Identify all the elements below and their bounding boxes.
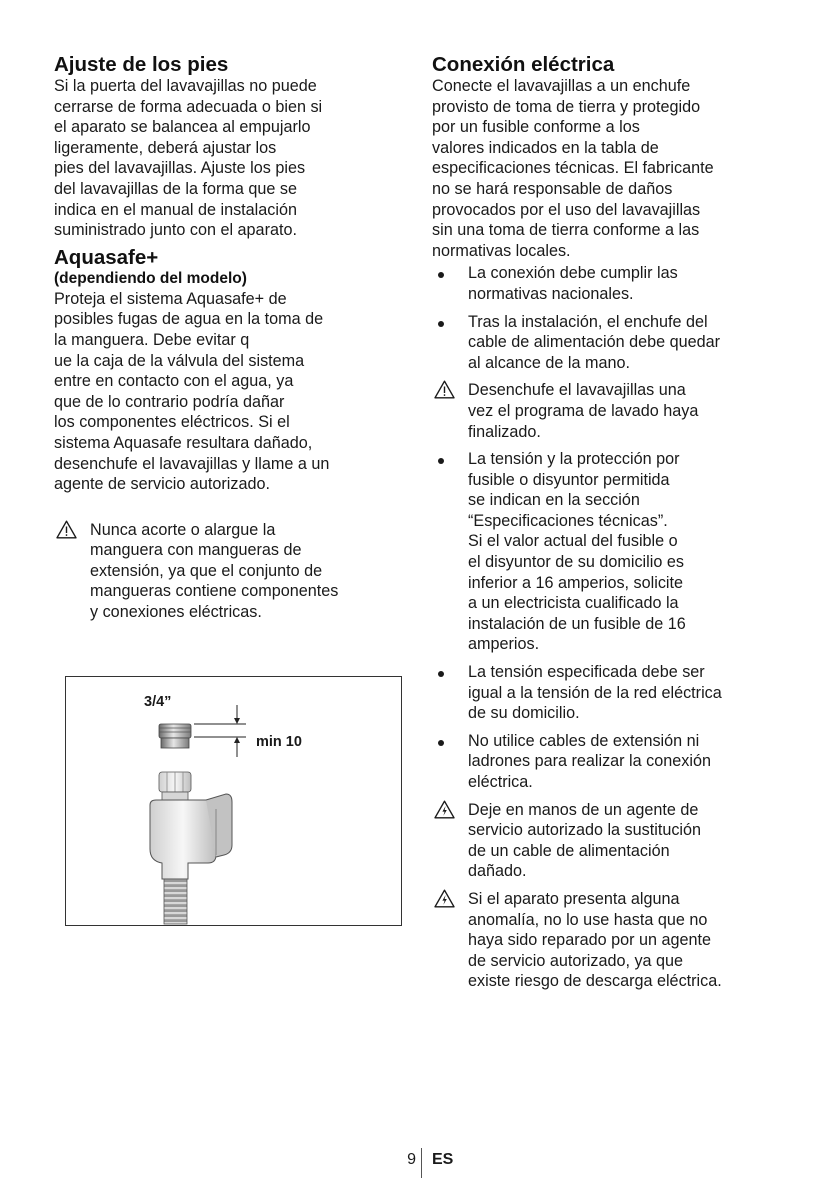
text-line: instalación de un fusible de 16 <box>468 614 686 633</box>
text-line: dañado. <box>468 862 527 881</box>
text-line: indica en el manual de instalación <box>54 200 297 219</box>
text-line: y conexiones eléctricas. <box>90 603 262 622</box>
min-distance-label: min 10 <box>256 734 302 750</box>
left-column <box>54 54 399 630</box>
text-line: “Especificaciones técnicas”. <box>468 511 668 530</box>
language-code: ES <box>432 1151 454 1168</box>
text-line: servicio autorizado la sustitución <box>468 821 702 840</box>
bullet-dot-icon <box>434 263 456 284</box>
text-line: el aparato se balancea al empujarlo <box>54 118 311 137</box>
text-line: suministrado junto con el aparato. <box>54 221 297 240</box>
text-line: Tras la instalación, el enchufe del <box>468 312 708 331</box>
text-line: Conecte el lavavajillas a un enchufe <box>432 77 691 95</box>
bullet-dot-icon <box>434 662 456 683</box>
text-line: la manguera. Debe evitar q <box>54 330 250 349</box>
text-line: ligeramente, deberá ajustar los <box>54 138 277 157</box>
bullet-dot-icon <box>434 449 456 470</box>
text-line: valores indicados en la tabla de <box>432 138 659 157</box>
text-line: ladrones para realizar la conexión <box>468 752 711 771</box>
text-line: entre en contacto con el agua, ya <box>54 372 294 391</box>
heading-feet-adjustment: Ajuste de los pies <box>54 53 229 76</box>
text-line: anomalía, no lo use hasta que no <box>468 910 708 929</box>
text-line: manguera con mangueras de <box>90 541 302 560</box>
text-line: eléctrica. <box>468 773 533 791</box>
bullet-dot-icon <box>434 731 456 752</box>
heading-electrical-connection: Conexión eléctrica <box>432 53 615 76</box>
text-line: existe riesgo de descarga eléctrica. <box>468 972 722 991</box>
subheading-aquasafe-model: (dependiendo del modelo) <box>54 269 247 287</box>
electrical-intro-text <box>432 76 790 261</box>
bullet-item <box>432 662 790 724</box>
bullet-item <box>432 731 790 793</box>
heading-aquasafe: Aquasafe+ <box>54 245 159 269</box>
text-line: agente de servicio autorizado. <box>54 475 270 494</box>
text-line: normativas nacionales. <box>468 284 634 303</box>
electric-hazard-icon <box>434 800 456 819</box>
text-line: cerrarse de forma adecuada o bien si <box>54 97 323 116</box>
warning-hose-item <box>54 520 399 623</box>
page-footer <box>0 1148 840 1178</box>
aquasafe-valve-figure <box>65 676 402 926</box>
text-line: no se hará responsable de daños <box>432 179 673 198</box>
warning-triangle-icon <box>56 520 78 539</box>
text-line: La tensión especificada debe ser <box>468 663 705 682</box>
text-line: mangueras contiene componentes <box>90 582 339 601</box>
text-line: Desenchufe el lavavajillas una <box>468 381 686 400</box>
aquasafe-text <box>54 289 399 495</box>
text-line: los componentes eléctricos. Si el <box>54 413 290 432</box>
text-line: pies del lavavajillas. Ajuste los pies <box>54 159 306 178</box>
text-line: se indican en la sección <box>468 491 640 510</box>
text-line: del lavavajillas de la forma que se <box>54 179 297 198</box>
text-line: Proteja el sistema Aquasafe+ de <box>54 289 287 308</box>
text-line: de servicio autorizado, ya que <box>468 951 684 970</box>
text-line: especificaciones técnicas. El fabricante <box>432 159 714 178</box>
thread-size-label: 3/4” <box>144 694 172 710</box>
text-line: provocados por el uso del lavavajillas <box>432 200 701 219</box>
feet-adjustment-text <box>54 76 399 241</box>
text-line: desenchufe el lavavajillas y llame a un <box>54 454 330 473</box>
bullet-dot-icon <box>434 312 456 333</box>
text-line: a un electricista cualificado la <box>468 594 679 613</box>
text-line: haya sido reparado por un agente <box>468 931 711 950</box>
text-line: La tensión y la protección por <box>468 450 680 469</box>
text-line: al alcance de la mano. <box>468 353 630 372</box>
text-line: amperios. <box>468 635 540 654</box>
text-line: Deje en manos de un agente de <box>468 800 699 819</box>
text-line: Si el aparato presenta alguna <box>468 889 680 908</box>
text-line: sin una toma de tierra conforme a las <box>432 221 700 240</box>
bullet-item <box>432 312 790 374</box>
text-line: igual a la tensión de la red eléctrica <box>468 683 722 702</box>
text-line: ue la caja de la válvula del sistema <box>54 351 305 370</box>
text-line: de su domicilio. <box>468 704 580 723</box>
warning-item <box>432 380 790 442</box>
right-column <box>432 54 790 999</box>
text-line: cable de alimentación debe quedar <box>468 333 720 352</box>
footer-divider <box>421 1148 422 1178</box>
text-line: inferior a 16 amperios, solicite <box>468 573 684 592</box>
text-line: que de lo contrario podría dañar <box>54 392 285 411</box>
warning-triangle-icon <box>434 380 456 399</box>
bullet-item <box>432 263 790 304</box>
text-line: sistema Aquasafe resultara dañado, <box>54 433 313 452</box>
page-number: 9 <box>407 1151 416 1168</box>
text-line: vez el programa de lavado haya <box>468 401 699 420</box>
text-line: el disyuntor de su domicilio es <box>468 553 684 572</box>
text-line: Nunca acorte o alargue la <box>90 520 276 539</box>
text-line: extensión, ya que el conjunto de <box>90 561 323 580</box>
text-line: posibles fugas de agua en la toma de <box>54 310 324 329</box>
text-line: de un cable de alimentación <box>468 841 670 860</box>
text-line: No utilice cables de extensión ni <box>468 731 700 750</box>
text-line: finalizado. <box>468 422 541 441</box>
bullet-item <box>432 449 790 655</box>
text-line: La conexión debe cumplir las <box>468 264 678 283</box>
electrical-warning-item <box>432 889 790 992</box>
text-line: por un fusible conforme a los <box>432 118 640 137</box>
text-line: normativas locales. <box>432 241 571 260</box>
text-line: Si el valor actual del fusible o <box>468 532 678 551</box>
electric-hazard-icon <box>434 889 456 908</box>
text-line: provisto de toma de tierra y protegido <box>432 97 701 116</box>
text-line: fusible o disyuntor permitida <box>468 470 670 489</box>
electrical-warning-item <box>432 800 790 882</box>
aquasafe-valve-illustration <box>66 677 401 925</box>
text-line: Si la puerta del lavavajillas no puede <box>54 77 317 95</box>
